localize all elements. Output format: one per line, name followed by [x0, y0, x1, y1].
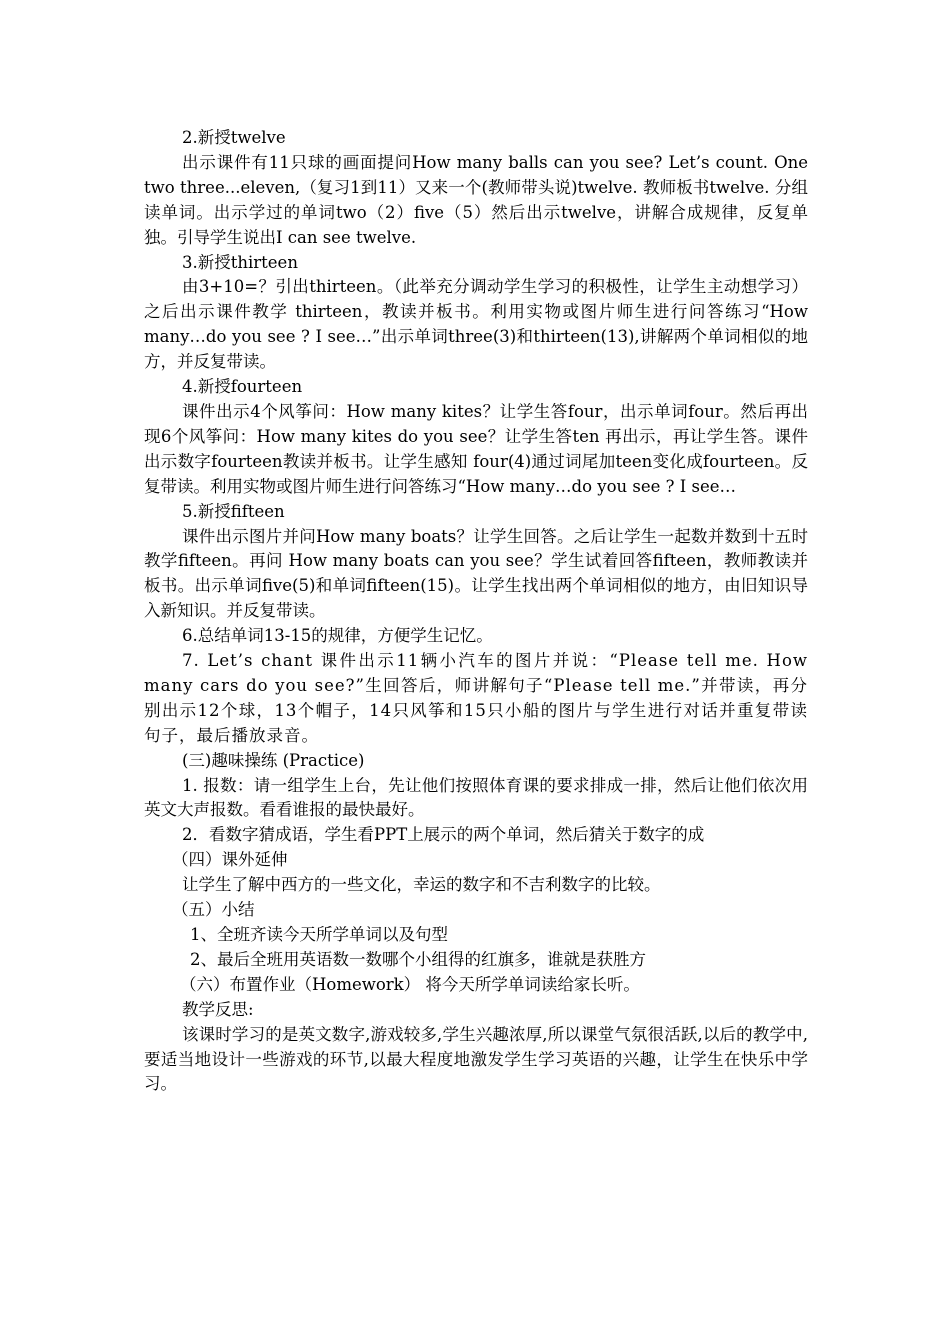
- heading-twelve: 2.新授twelve: [182, 128, 286, 147]
- section-extension: （四）课外延伸: [172, 850, 288, 870]
- paragraph-fourteen: 课件出示4个风筝问：How many kites？让学生答four，出示单词four。然后再出现6个风筝问：How many kites do you see？让学生答ten 再出示，再让学生答。课件出示数字fourteen教读并板书。让学生感知 four(4)通过词尾加teen变化成fourteen。反复带读。利用实物或图片师生进行问答练习“How many…do you see ? I see…: [144, 401, 808, 496]
- summary-item-1: 1、全班齐读今天所学单词以及句型: [190, 925, 448, 944]
- paragraph-extension: 让学生了解中西方的一些文化，幸运的数字和不吉利数字的比较。: [182, 875, 661, 895]
- paragraph-chant: 7. Let’s chant 课件出示11辆小汽车的图片并说：“Please tell me. How many cars do you see?”生回答后，师讲解句子“Please tell me.”并带读，再分别出示12个球，13个帽子，14只风筝和15只小船的图片与学生进行对话并重复带读句子，最后播放录音。: [144, 651, 808, 745]
- reflection-heading: 教学反思:: [182, 999, 254, 1019]
- summary-item-2: 2、最后全班用英语数一数哪个小组得的红旗多，谁就是获胜方: [190, 949, 646, 969]
- practice-item-1: 1. 报数：请一组学生上台，先让他们按照体育课的要求排成一排，然后让他们依次用英文大声报数。看看谁报的最快最好。: [144, 775, 808, 820]
- heading-fourteen: 4.新授fourteen: [182, 377, 303, 397]
- document-body: [144, 126, 808, 1097]
- section-summary: （五）小结: [172, 900, 255, 920]
- practice-item-2: 2．看数字猜成语，学生看PPT上展示的两个单词，然后猜关于数字的成: [182, 825, 705, 845]
- paragraph-twelve: 出示课件有11只球的画面提问How many balls can you see? Let’s count. One two three...eleven,（复习1到11）又来一个(教师带头说)twelve. 教师板书twelve. 分组读单词。出示学过的单词two（2）five（5）然后出示twelve，讲解合成规律，反复单独。引导学生说出I can see twelve.: [144, 152, 808, 247]
- paragraph-thirteen: 由3+10=？引出thirteen。（此举充分调动学生学习的积极性，让学生主动想学习）之后出示课件教学 thirteen，教读并板书。利用实物或图片师生进行问答练习“How many…do you see ? I see…”出示单词three(3)和thirteen(13),讲解两个单词相似的地方，并反复带读。: [144, 277, 808, 372]
- section-homework: （六）布置作业（Homework） 将今天所学单词读给家长听。: [180, 974, 640, 994]
- paragraph-fifteen: 课件出示图片并问How many boats？让学生回答。之后让学生一起数并数到十五时教学fifteen。再问 How many boats can you see？学生试着回答fifteen，教师教读并板书。出示单词five(5)和单词fifteen(15)。让学生找出两个单词相似的地方，由旧知识导入新知识。并反复带读。: [144, 526, 808, 621]
- heading-thirteen: 3.新授thirteen: [182, 252, 298, 272]
- heading-fifteen: 5.新授fifteen: [182, 501, 285, 521]
- summary-rule: 6.总结单词13-15的规律，方便学生记忆。: [182, 626, 493, 646]
- section-practice: (三)趣味操练 (Practice): [182, 750, 365, 770]
- reflection-paragraph: 该课时学习的是英文数字,游戏较多,学生兴趣浓厚,所以课堂气氛很活跃,以后的教学中,要适当地设计一些游戏的环节,以最大程度地激发学生学习英语的兴趣，让学生在快乐中学习。: [144, 1024, 808, 1094]
